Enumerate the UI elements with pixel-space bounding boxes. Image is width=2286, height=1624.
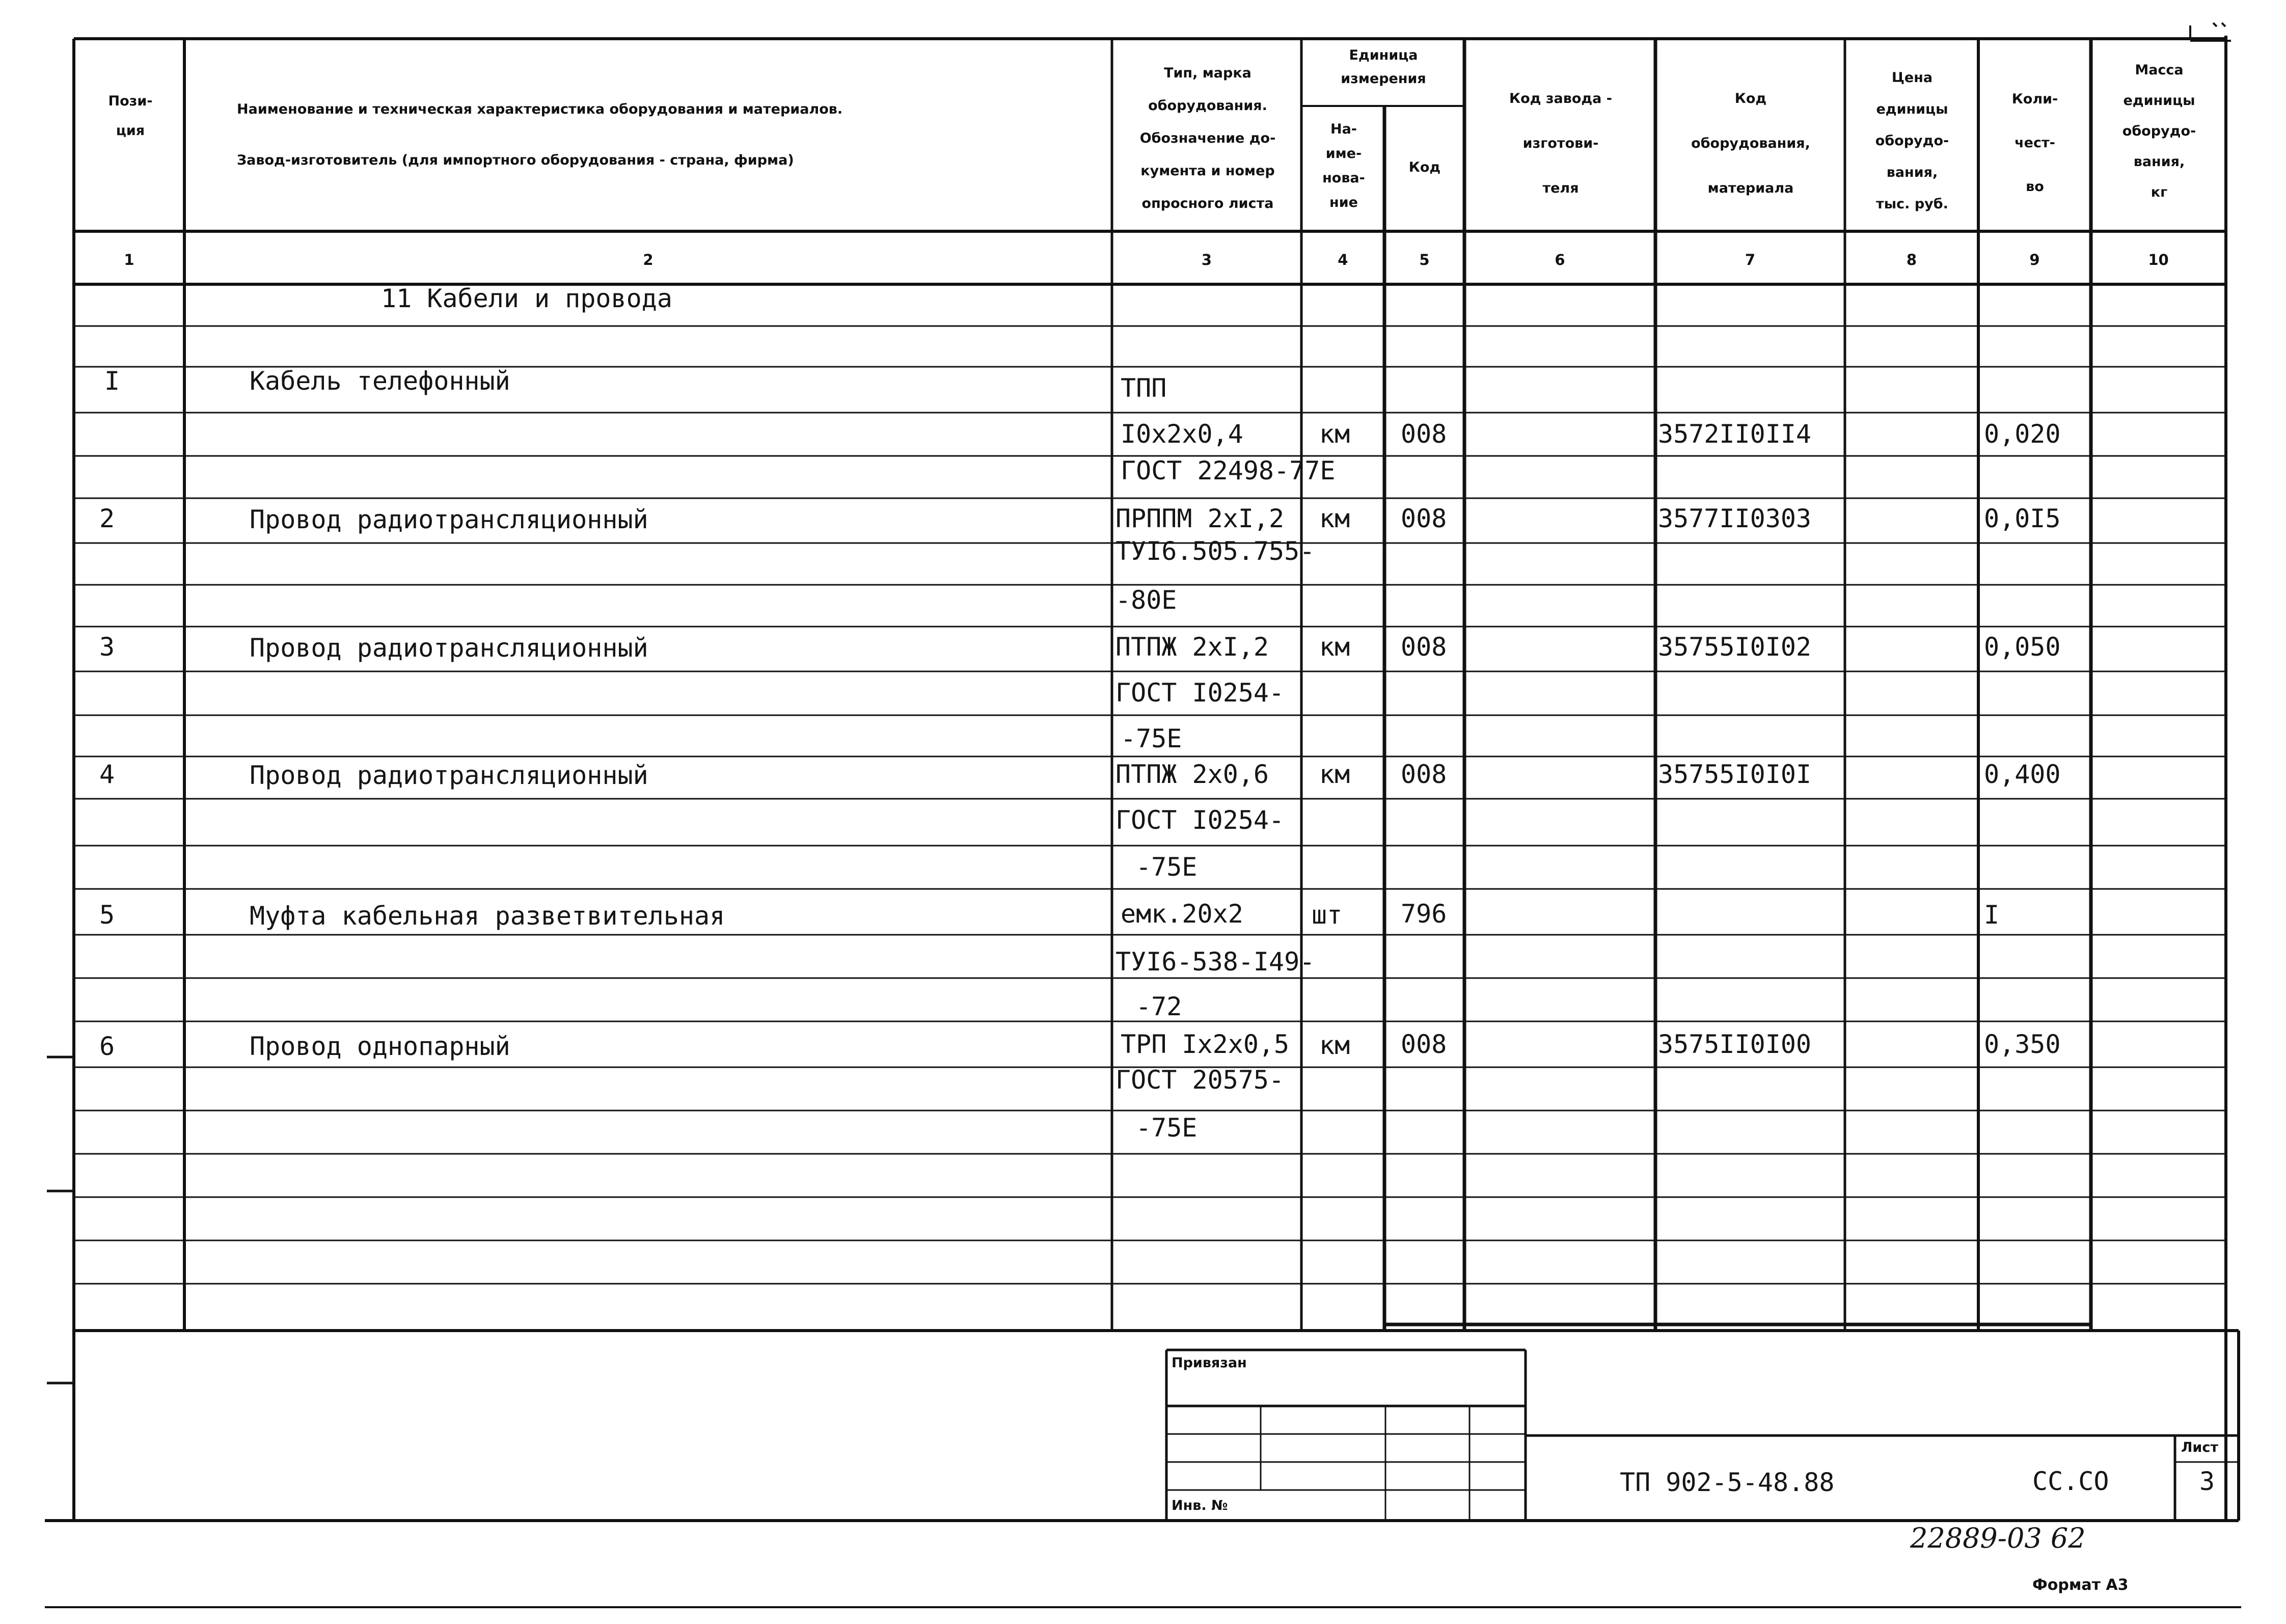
item-unit: км <box>1319 760 1350 789</box>
item-quantity: I <box>1984 900 2000 930</box>
header-position-line: ция <box>116 123 145 139</box>
header-position-line: Пози- <box>108 93 153 109</box>
item-position: 5 <box>99 900 115 930</box>
bound-label: Привязан <box>1172 1355 1247 1371</box>
item-unit-code: 008 <box>1401 1030 1447 1059</box>
item-type: ГОСТ I0254- <box>1115 805 1285 835</box>
item-name: Кабель телефонный <box>250 366 510 396</box>
header-unit-line: Единица <box>1349 47 1418 63</box>
item-unit-code: 796 <box>1401 899 1447 929</box>
document-code: ТП 902-5-48.88 <box>1620 1468 1835 1497</box>
item-quantity: 0,0I5 <box>1984 504 2061 533</box>
item-type: ТРП Iх2х0,5 <box>1121 1030 1290 1059</box>
header-unit-name <box>1304 117 1383 215</box>
item-quantity: 0,050 <box>1984 632 2061 662</box>
item-equipment-code: 35755I0I0I <box>1658 760 1812 789</box>
section-title: 11 Кабели и провода <box>381 284 672 313</box>
header-type-line: Тип, марка <box>1164 65 1251 81</box>
header-unit-name-line: нова- <box>1322 170 1365 186</box>
item-unit: км <box>1319 632 1350 662</box>
item-position: 3 <box>99 632 115 662</box>
header-factory-line: изготови- <box>1522 136 1599 151</box>
header-price-line: вания, <box>1886 165 1938 180</box>
item-type: -75Е <box>1121 724 1182 753</box>
header-type-line: кумента и номер <box>1140 163 1275 179</box>
header-price <box>1847 62 1977 220</box>
column-number: 7 <box>1745 251 1756 268</box>
column-number: 3 <box>1201 251 1212 268</box>
header-position <box>76 87 184 146</box>
column-number: 10 <box>2148 251 2169 268</box>
header-equipment-line: Код <box>1734 91 1767 106</box>
item-type: ТУI6.505.755- <box>1115 536 1315 566</box>
column-number: 5 <box>1419 251 1430 268</box>
header-type-line: Обозначение до- <box>1139 130 1276 146</box>
header-mass-line: единицы <box>2123 93 2195 109</box>
header-unit-code <box>1386 153 1463 182</box>
item-position: 2 <box>99 504 115 533</box>
item-name: Провод радиотрансляционный <box>250 761 648 790</box>
header-mass-line: вания, <box>2133 154 2185 170</box>
header-price-line: оборудо- <box>1875 133 1949 149</box>
header-mass-line: Масса <box>2135 62 2184 78</box>
header-price-line: единицы <box>1876 101 1948 117</box>
header-quantity <box>1980 77 2089 209</box>
column-number: 4 <box>1338 251 1348 268</box>
item-unit: км <box>1319 504 1350 533</box>
item-type: емк.20х2 <box>1121 899 1243 929</box>
item-type: ГОСТ 20575- <box>1115 1065 1285 1095</box>
header-name-line: Завод-изготовитель (для импортного оборудования - страна, фирма) <box>237 152 794 168</box>
header-type-line: опросного листа <box>1141 196 1274 211</box>
item-type: ПТПЖ 2х0,6 <box>1115 760 1269 789</box>
item-unit: км <box>1319 1031 1350 1060</box>
item-position: I <box>104 366 120 396</box>
column-number: 8 <box>1906 251 1917 268</box>
header-price-line: Цена <box>1891 70 1933 86</box>
item-name: Провод радиотрансляционный <box>250 633 648 663</box>
header-mass-line: оборудо- <box>2122 123 2196 139</box>
header-quantity-line: чест- <box>2015 135 2055 151</box>
item-unit-code: 008 <box>1401 504 1447 533</box>
item-type: -80Е <box>1115 585 1177 615</box>
header-factory-line: теля <box>1542 180 1579 196</box>
sheet-number: 3 <box>2199 1467 2215 1496</box>
header-unit-line: измерения <box>1341 71 1426 87</box>
item-type: ПРППМ 2хI,2 <box>1115 504 1285 533</box>
document-suffix: СС.СО <box>2032 1467 2109 1496</box>
header-quantity-line: во <box>2026 179 2044 195</box>
inventory-label: Инв. № <box>1172 1498 1228 1513</box>
item-type: ТУI6-538-I49- <box>1115 947 1315 977</box>
column-number: 6 <box>1555 251 1565 268</box>
header-unit-name-line: име- <box>1325 146 1362 161</box>
header-quantity-line: Коли- <box>2011 91 2058 107</box>
item-type: I0х2х0,4 <box>1121 419 1243 449</box>
item-position: 6 <box>99 1032 115 1061</box>
item-quantity: 0,020 <box>1984 419 2061 449</box>
header-equipment-line: оборудования, <box>1691 136 1810 151</box>
header-mass <box>2093 55 2225 208</box>
item-unit-code: 008 <box>1401 760 1447 789</box>
header-unit-group <box>1304 44 1463 91</box>
item-unit-code: 008 <box>1401 419 1447 449</box>
header-name <box>194 84 1070 186</box>
item-position: 4 <box>99 760 115 789</box>
header-mass-line: кг <box>2151 184 2168 200</box>
header-factory-line: Код завода - <box>1509 91 1612 106</box>
item-unit: км <box>1319 419 1350 449</box>
item-type: -75Е <box>1136 1113 1198 1143</box>
item-equipment-code: 35755I0I02 <box>1658 632 1812 662</box>
item-name: Провод однопарный <box>250 1032 510 1061</box>
handwritten-number: 22889-03 62 <box>1910 1522 2086 1554</box>
item-type: ГОСТ 22498-77Е <box>1121 456 1336 485</box>
header-factory-code <box>1467 76 1654 211</box>
header-unit-code-line: Код <box>1408 159 1441 175</box>
header-unit-name-line: ние <box>1329 195 1358 210</box>
item-type: ПТПЖ 2хI,2 <box>1115 632 1269 662</box>
item-unit-code: 008 <box>1401 632 1447 662</box>
item-name: Провод радиотрансляционный <box>250 505 648 534</box>
item-equipment-code: 3575II0I00 <box>1658 1030 1812 1059</box>
header-type <box>1115 57 1300 220</box>
header-price-line: тыс. руб. <box>1876 196 1948 212</box>
item-quantity: 0,350 <box>1984 1030 2061 1059</box>
item-unit: шт <box>1312 900 1343 930</box>
sheet-label: Лист <box>2181 1440 2218 1455</box>
column-number: 2 <box>643 251 654 268</box>
column-number: 1 <box>124 251 134 268</box>
header-equipment-line: материала <box>1707 180 1794 196</box>
item-name: Муфта кабельная разветвительная <box>250 901 725 931</box>
item-equipment-code: 3572II0II4 <box>1658 419 1812 449</box>
header-equipment-code <box>1658 76 1843 211</box>
header-name-line: Наименование и техническая характеристика оборудования и материалов. <box>237 101 843 117</box>
item-equipment-code: 3577II0303 <box>1658 504 1812 533</box>
format-label: Формат А3 <box>2032 1576 2129 1594</box>
item-quantity: 0,400 <box>1984 760 2061 789</box>
item-type: -75Е <box>1136 852 1198 882</box>
item-type: -72 <box>1136 992 1182 1021</box>
item-type: ГОСТ I0254- <box>1115 678 1285 708</box>
column-number: 9 <box>2029 251 2040 268</box>
item-type: ТПП <box>1121 373 1167 403</box>
header-type-line: оборудования. <box>1148 98 1267 114</box>
header-unit-name-line: На- <box>1330 121 1357 137</box>
